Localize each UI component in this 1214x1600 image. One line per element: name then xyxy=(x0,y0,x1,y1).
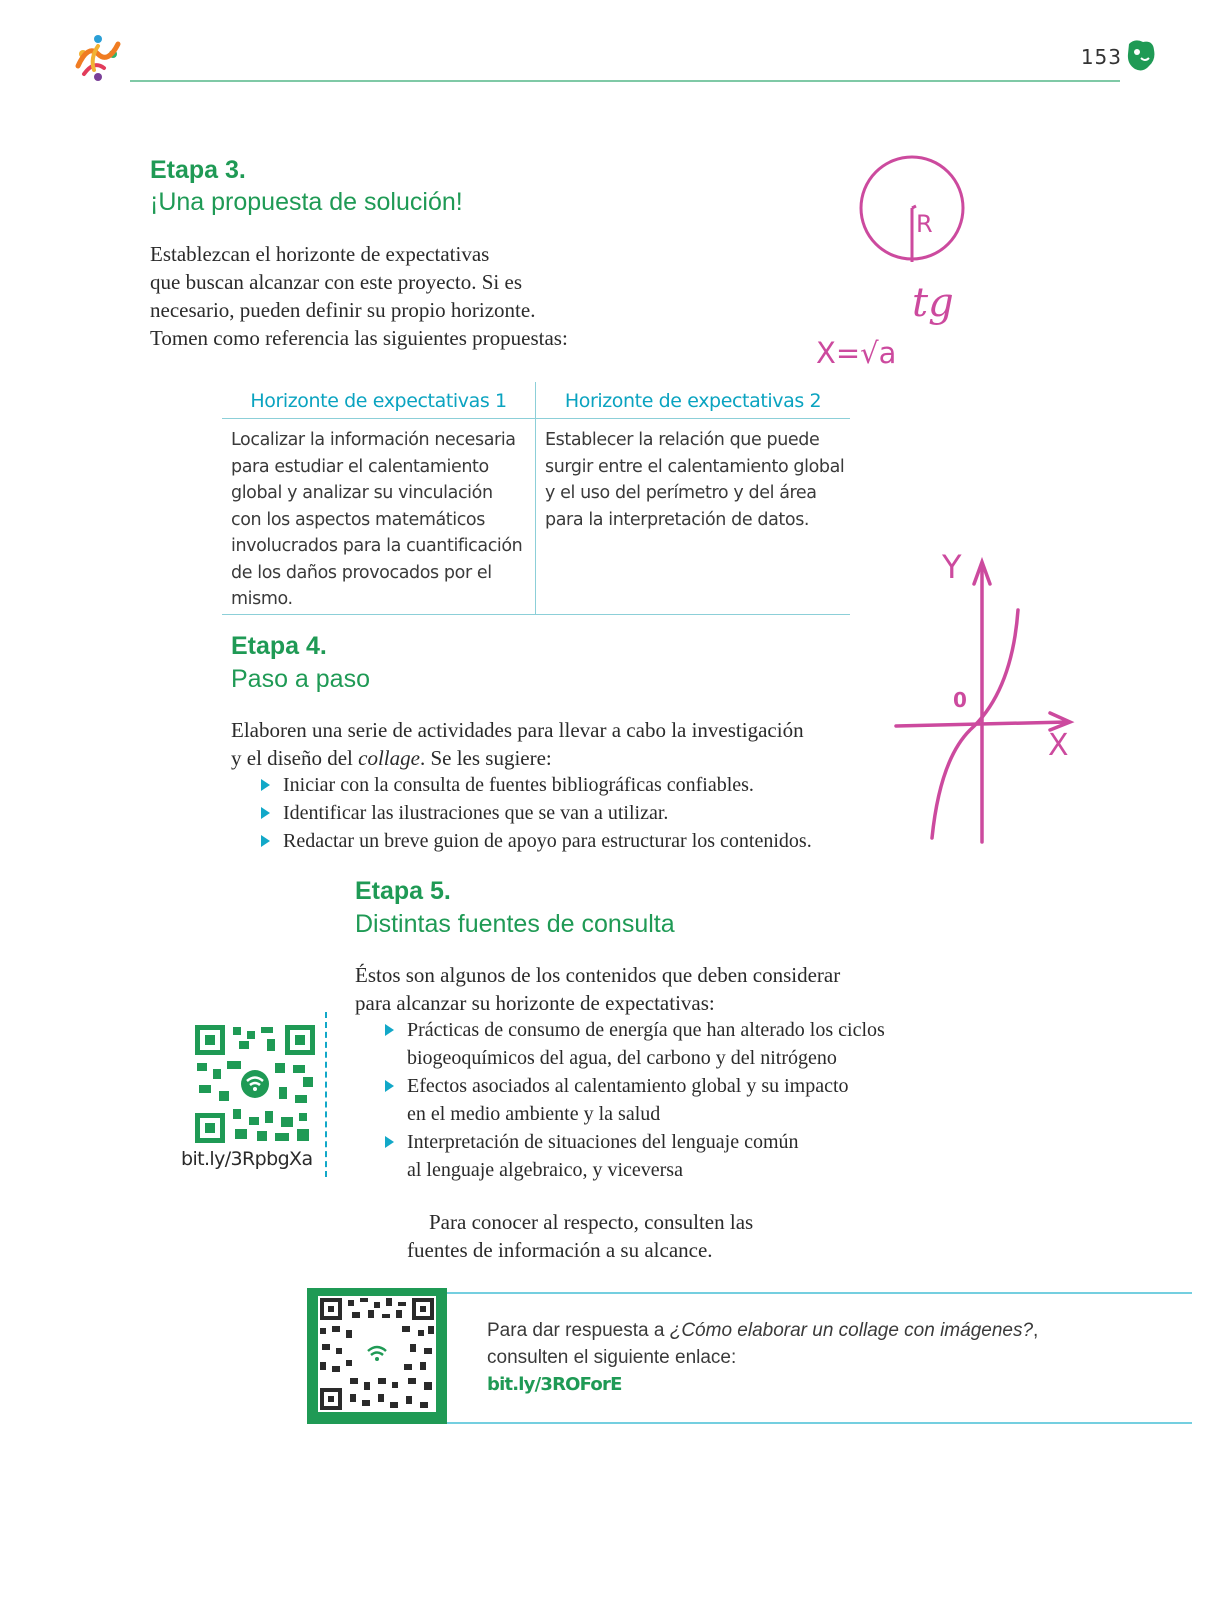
etapa3-title: Etapa 3. xyxy=(150,156,246,184)
cell-line: con los aspectos matemáticos xyxy=(231,509,485,530)
handwritten-circle-drawing xyxy=(855,150,970,270)
list-item: Interpretación de situaciones del lenguaje común al lenguaje algebraico, y viceversa xyxy=(381,1128,941,1184)
axis-y-label: Y xyxy=(942,548,962,586)
etapa4-intro xyxy=(231,716,871,772)
origin-label: 0 xyxy=(953,688,967,712)
list-item: Iniciar con la consulta de fuentes bibliográficas confiables. xyxy=(257,771,867,799)
etapa3-paragraph xyxy=(150,240,790,352)
tg-label: tg xyxy=(912,280,954,326)
collage-question: ¿Cómo elaborar un collage con imágenes? xyxy=(669,1320,1034,1341)
etapa5-bullet-list xyxy=(381,1016,941,1184)
qr-link-text[interactable]: bit.ly/3RpbgXa xyxy=(181,1148,313,1170)
table-header-2: Horizonte de expectativas 2 xyxy=(564,390,822,412)
table-divider-vertical xyxy=(535,382,536,615)
etapa3-subtitle: ¡Una propuesta de solución! xyxy=(150,188,463,216)
etapa3-line: Tomen como referencia las siguientes propuestas: xyxy=(150,326,568,350)
table-header-rule xyxy=(222,418,850,419)
bottom-box-line: consulten el siguiente enlace: xyxy=(487,1347,737,1368)
closing-line: Para conocer al respecto, consulten las xyxy=(429,1210,754,1234)
etapa4-intro-line: Elaboren una serie de actividades para llevar a cabo la investigación xyxy=(231,718,804,742)
bottom-box-top-rule xyxy=(447,1292,1192,1294)
mayan-glyph-icon xyxy=(1125,38,1157,74)
etapa4-bullet-list xyxy=(257,771,867,855)
collage-emphasis: collage xyxy=(358,746,420,770)
cell-line: surgir entre el calentamiento global xyxy=(545,456,845,477)
header-rule xyxy=(130,80,1120,82)
page-number: 153 xyxy=(1080,45,1122,69)
cell-line: de los daños provocados por el xyxy=(231,562,492,583)
etapa5-closing xyxy=(407,1208,907,1264)
cell-line: Localizar la información necesaria xyxy=(231,430,516,450)
table-bottom-rule xyxy=(222,614,850,615)
bottom-box-link[interactable]: bit.ly/3ROForE xyxy=(487,1374,622,1395)
cell-line: y el uso del perímetro y del área xyxy=(545,483,817,503)
etapa5-subtitle: Distintas fuentes de consulta xyxy=(355,910,675,938)
cell-line: global y analizar su vinculación xyxy=(231,483,493,503)
etapa3-line: necesario, pueden definir su propio horizonte. xyxy=(150,298,536,322)
table-header-1: Horizonte de expectativas 1 xyxy=(250,390,507,412)
etapa4-subtitle: Paso a paso xyxy=(231,665,370,693)
bottom-box-line: Para dar respuesta a ¿Cómo elaborar un collage con imágenes?, xyxy=(487,1320,1039,1341)
list-item: Redactar un breve guion de apoyo para estructurar los contenidos. xyxy=(257,827,867,855)
bottom-box-bottom-rule xyxy=(447,1422,1192,1424)
etapa5-intro-line: Éstos son algunos de los contenidos que deben considerar xyxy=(355,963,841,987)
handwritten-graph-drawing xyxy=(890,550,1080,850)
axis-x-label: X xyxy=(1048,728,1069,763)
equation-label: X=√a xyxy=(816,336,897,370)
etapa3-line: que buscan alcanzar con este proyecto. Si es xyxy=(150,270,523,294)
cell-line: involucrados para la cuantificación xyxy=(231,536,523,556)
etapa5-title: Etapa 5. xyxy=(355,877,451,905)
qr-code-icon[interactable] xyxy=(318,1296,436,1412)
cell-line: para la interpretación de datos. xyxy=(545,509,810,530)
qr-code-icon[interactable] xyxy=(195,1025,315,1143)
etapa5-intro xyxy=(355,961,955,1017)
logo-icon xyxy=(70,30,126,86)
dashed-divider xyxy=(325,1012,327,1177)
list-item: Efectos asociados al calentamiento global y su impacto en el medio ambiente y la salud xyxy=(381,1072,941,1128)
cell-line: para estudiar el calentamiento xyxy=(231,456,489,477)
cell-line: mismo. xyxy=(231,589,293,609)
cell-line: Establecer la relación que puede xyxy=(545,430,820,450)
table-cell-2 xyxy=(545,427,850,533)
etapa3-line: Establezcan el horizonte de expectativas xyxy=(150,242,490,266)
list-item: Prácticas de consumo de energía que han alterado los ciclos biogeoquímicos del agua, del carbono y del nitrógeno xyxy=(381,1016,941,1072)
list-item: Identificar las ilustraciones que se van a utilizar. xyxy=(257,799,867,827)
etapa4-title: Etapa 4. xyxy=(231,632,327,660)
bottom-box-text xyxy=(487,1317,1177,1398)
etapa5-intro-line: para alcanzar su horizonte de expectativas: xyxy=(355,991,715,1015)
etapa4-intro-line: y el diseño del collage. Se les sugiere: xyxy=(231,746,552,770)
table-cell-1 xyxy=(231,427,531,613)
closing-line: fuentes de información a su alcance. xyxy=(407,1238,713,1262)
radius-label: R xyxy=(916,210,933,238)
